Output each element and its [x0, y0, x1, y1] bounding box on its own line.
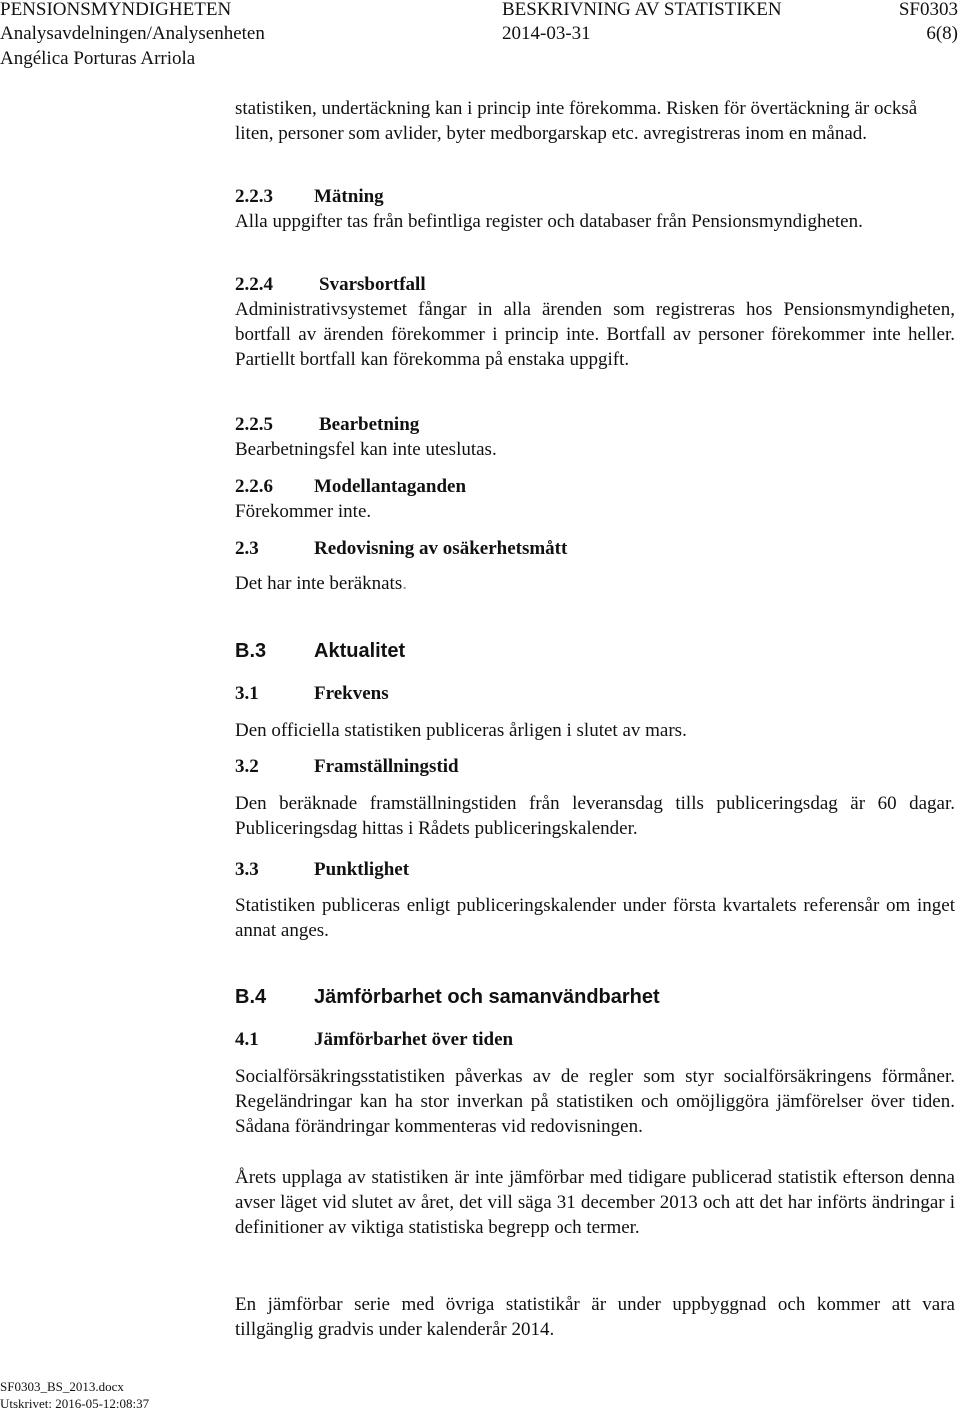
section-number: 2.3: [235, 538, 259, 559]
heading-3-2: [235, 754, 955, 779]
section-number: 3.1: [235, 683, 259, 704]
section-title: Jämförbarhet över tiden: [314, 1029, 514, 1050]
paragraph-2-3: [235, 571, 955, 596]
section-number: 4.1: [235, 1029, 259, 1050]
page-header: [0, 0, 960, 72]
section-title: Framställningstid: [314, 756, 459, 777]
section-title: Svarsbortfall: [319, 274, 426, 295]
header-doc-type: BESKRIVNING AV STATISTIKEN: [502, 0, 782, 20]
heading-4-1: [235, 1027, 955, 1052]
section-title: Jämförbarhet och samanvändbarhet: [314, 986, 660, 1008]
heading-3-1: [235, 681, 955, 706]
paragraph-3-3: Statistiken publiceras enligt publiceringskalender under första kvartalets referensår om inget annat anges.: [235, 895, 955, 941]
section-title: Aktualitet: [314, 640, 406, 662]
heading-b-3: [235, 638, 955, 664]
heading-3-3: [235, 857, 955, 882]
paragraph-text: Det har inte beräknats: [235, 573, 403, 594]
page-footer: [0, 1378, 149, 1412]
intro-paragraph: statistiken, undertäckning kan i princip inte förekomma. Risken för övertäckning är också liten, personer som avlider, byter medborgarskap etc. avregistreras inom en månad.: [235, 98, 918, 144]
heading-2-2-6: [235, 474, 955, 499]
header-date: 2014-03-31: [502, 23, 591, 44]
paragraph-4-1-b: Årets upplaga av statistiken är inte jämförbar med tidigare publicerad statistik efterson denna avser läget vid slutet av året, det vill säga 31 december 2013 och att det har införts ändringar i definitioner av viktiga statistiska begrepp och termer.: [235, 1167, 955, 1238]
section-number: 3.2: [235, 756, 259, 777]
trailing-period: .: [402, 573, 407, 594]
footer-printed-date: Utskrivet: 2016-05-12:08:37: [0, 1396, 150, 1411]
section-title: Punktlighet: [314, 859, 410, 880]
section-number: B.3: [235, 640, 267, 662]
header-department: Analysavdelningen/Analysenheten: [0, 23, 265, 44]
paragraph-4-1-a: Socialförsäkringsstatistiken påverkas av de regler som styr socialförsäkringens förmåner. Regeländringar kan ha stor inverkan på statistiken och omöjliggöra jämförelser över tiden. Sådana förändringar kommenteras vid redovisningen.: [235, 1066, 955, 1137]
header-org: PENSIONSMYNDIGHETEN: [0, 0, 232, 20]
header-doc-code: SF0303: [898, 0, 958, 20]
header-page-number: 6(8): [926, 23, 958, 44]
paragraph-3-2: Den beräknade framställningstiden från leveransdag tills publiceringsdag är 60 dagar. Publiceringsdag hittas i Rådets publiceringskalender.: [235, 793, 955, 839]
heading-2-2-5: [235, 412, 955, 437]
heading-b-4: [235, 984, 955, 1010]
paragraph-2-2-5: Bearbetningsfel kan inte uteslutas.: [235, 439, 497, 460]
section-number: 2.2.5: [235, 414, 273, 435]
section-number: 2.2.3: [235, 186, 273, 207]
header-author: Angélica Porturas Arriola: [0, 48, 196, 69]
heading-2-3: [235, 536, 955, 561]
paragraph-4-1-c: En jämförbar serie med övriga statistikår är under uppbyggnad och kommer att vara tillgänglig gradvis under kalenderår 2014.: [235, 1294, 955, 1340]
paragraph-2-2-6: Förekommer inte.: [235, 501, 372, 522]
paragraph-2-2-3: Alla uppgifter tas från befintliga register och databaser från Pensionsmyndigheten.: [235, 211, 863, 232]
section-title: Mätning: [314, 186, 384, 207]
section-number: 3.3: [235, 859, 259, 880]
heading-2-2-3: [235, 184, 955, 209]
section-title: Redovisning av osäkerhetsmått: [314, 538, 568, 559]
section-title: Frekvens: [314, 683, 389, 704]
section-number: 2.2.4: [235, 274, 273, 295]
section-number: B.4: [235, 986, 267, 1008]
heading-2-2-4: [235, 272, 955, 297]
section-number: 2.2.6: [235, 476, 273, 497]
footer-filename: SF0303_BS_2013.docx: [0, 1379, 124, 1394]
paragraph-3-1: Den officiella statistiken publiceras årligen i slutet av mars.: [235, 720, 687, 741]
section-title: Bearbetning: [319, 414, 420, 435]
section-title: Modellantaganden: [314, 476, 467, 497]
paragraph-2-2-4: Administrativsystemet fångar in alla ärenden som registreras hos Pensionsmyndigheten, bortfall av ärenden förekommer i princip inte. Bortfall av personer förekommer inte heller. Partiellt bortfall kan förekomma på enstaka uppgift.: [235, 299, 955, 370]
